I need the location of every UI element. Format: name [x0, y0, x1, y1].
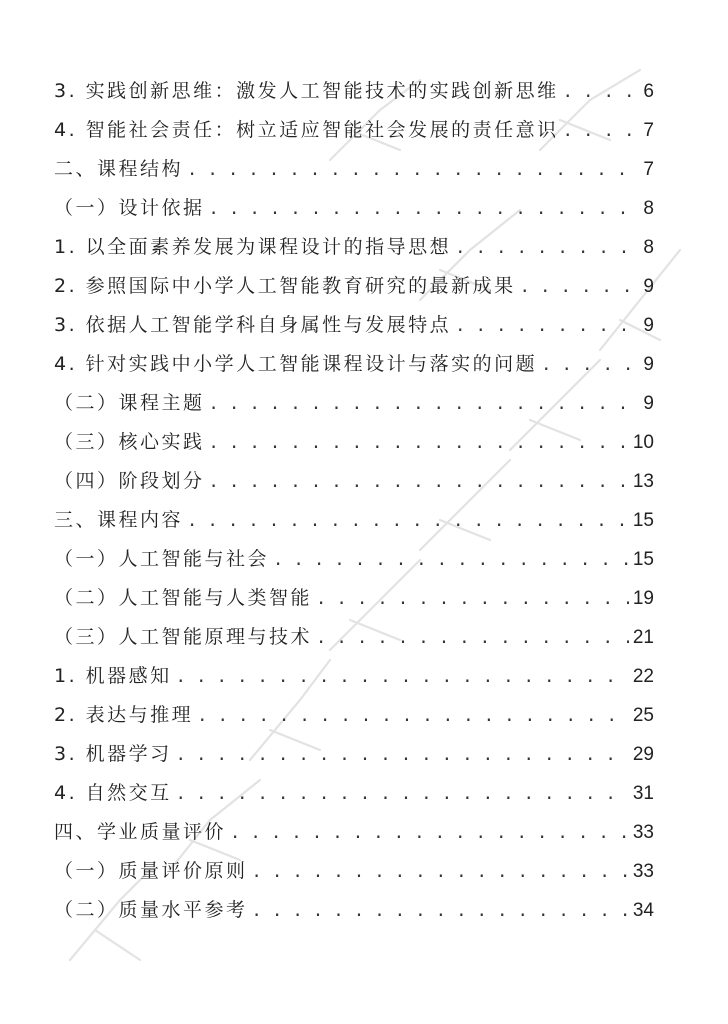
toc-entry[interactable]: [54, 423, 654, 462]
toc-entry-title: 三、课程内容: [54, 509, 184, 531]
toc-entry[interactable]: [54, 306, 654, 345]
toc-entry[interactable]: [54, 228, 654, 267]
toc-entry-page: 9: [643, 354, 654, 375]
toc-leader-dots: [176, 775, 629, 814]
toc-leader-dots: [455, 307, 639, 346]
toc-leader-dots: [563, 73, 640, 112]
toc-entry-page: 21: [632, 627, 654, 648]
toc-entry-page: 7: [643, 120, 654, 141]
toc-entry-page: 34: [632, 900, 654, 921]
toc-leader-dots: [209, 190, 640, 229]
toc-entry-page: 31: [632, 783, 654, 804]
toc-entry-title: 4. 智能社会责任：树立适应智能社会发展的责任意识: [54, 119, 559, 141]
toc-entry-title: 4. 针对实践中小学人工智能课程设计与落实的问题: [54, 353, 538, 375]
toc-entry[interactable]: [54, 72, 654, 111]
toc-entry[interactable]: [54, 657, 654, 696]
toc-entry[interactable]: [54, 813, 654, 852]
toc-entry-title: （一）人工智能与社会: [54, 548, 270, 570]
toc-entry[interactable]: [54, 267, 654, 306]
toc-leader-dots: [273, 541, 629, 580]
toc-entry-page: 10: [632, 432, 654, 453]
toc-entry-title: 1. 机器感知: [54, 665, 172, 687]
toc-leader-dots: [230, 814, 629, 853]
toc-entry-page: 6: [643, 81, 654, 102]
toc-entry[interactable]: [54, 462, 654, 501]
toc-entry-page: 8: [643, 198, 654, 219]
toc-entry-title: 2. 参照国际中小学人工智能教育研究的最新成果: [54, 275, 516, 297]
toc-entry[interactable]: [54, 852, 654, 891]
toc-leader-dots: [563, 112, 640, 151]
toc-leader-dots: [187, 151, 639, 190]
toc-entry-page: 8: [643, 237, 654, 258]
toc-entry-page: 29: [632, 744, 654, 765]
toc-entry-title: （四）阶段划分: [54, 470, 205, 492]
toc-entry-title: 四、学业质量评价: [54, 821, 227, 843]
toc-entry-title: （三）人工智能原理与技术: [54, 626, 313, 648]
toc-leader-dots: [209, 385, 640, 424]
toc-leader-dots: [176, 736, 629, 775]
toc-entry-title: 4. 自然交互: [54, 782, 172, 804]
toc-entry[interactable]: [54, 540, 654, 579]
toc-entry[interactable]: [54, 891, 654, 930]
toc-entry-title: 2. 表达与推理: [54, 704, 194, 726]
toc-entry-title: （一）质量评价原则: [54, 860, 248, 882]
toc-entry[interactable]: [54, 774, 654, 813]
toc-leader-dots: [197, 697, 629, 736]
toc-leader-dots: [252, 853, 629, 892]
toc-entry-title: （一）设计依据: [54, 197, 205, 219]
toc-entry-page: 15: [632, 510, 654, 531]
toc-entry-title: （二）人工智能与人类智能: [54, 587, 313, 609]
toc-entry[interactable]: [54, 384, 654, 423]
toc-leader-dots: [520, 268, 640, 307]
toc-entry-title: 1. 以全面素养发展为课程设计的指导思想: [54, 236, 452, 258]
toc-leader-dots: [541, 346, 639, 385]
toc-entry-page: 9: [643, 276, 654, 297]
toc-entry-page: 33: [632, 822, 654, 843]
toc-entry[interactable]: [54, 696, 654, 735]
toc-entry-page: 19: [632, 588, 654, 609]
toc-leader-dots: [176, 658, 629, 697]
toc-leader-dots: [209, 424, 629, 463]
toc-entry-title: 3. 机器学习: [54, 743, 172, 765]
toc-entry-page: 22: [632, 666, 654, 687]
toc-entry-page: 13: [632, 471, 654, 492]
toc-leader-dots: [316, 580, 629, 619]
toc-entry-title: 3. 依据人工智能学科自身属性与发展特点: [54, 314, 452, 336]
toc-entry[interactable]: [54, 501, 654, 540]
toc-entry-page: 15: [632, 549, 654, 570]
toc-entry[interactable]: [54, 111, 654, 150]
toc-leader-dots: [252, 892, 629, 931]
toc-entry-page: 7: [643, 159, 654, 180]
toc-leader-dots: [209, 463, 629, 502]
toc-entry-title: （三）核心实践: [54, 431, 205, 453]
toc-entry-title: （二）课程主题: [54, 392, 205, 414]
toc-entry[interactable]: [54, 189, 654, 228]
toc-leader-dots: [187, 502, 629, 541]
toc-entry[interactable]: [54, 150, 654, 189]
toc-leader-dots: [455, 229, 639, 268]
toc-entry[interactable]: [54, 735, 654, 774]
toc-entry-page: 25: [632, 705, 654, 726]
toc-entry-page: 9: [643, 315, 654, 336]
toc-entry-page: 9: [643, 393, 654, 414]
toc-entry-title: 3. 实践创新思维：激发人工智能技术的实践创新思维: [54, 80, 559, 102]
toc-entry[interactable]: [54, 345, 654, 384]
toc-entry-page: 33: [632, 861, 654, 882]
toc-entry[interactable]: [54, 618, 654, 657]
toc-entry[interactable]: [54, 579, 654, 618]
toc-entry-title: （二）质量水平参考: [54, 899, 248, 921]
toc-leader-dots: [316, 619, 629, 658]
toc-entry-title: 二、课程结构: [54, 158, 184, 180]
table-of-contents: [54, 72, 654, 930]
